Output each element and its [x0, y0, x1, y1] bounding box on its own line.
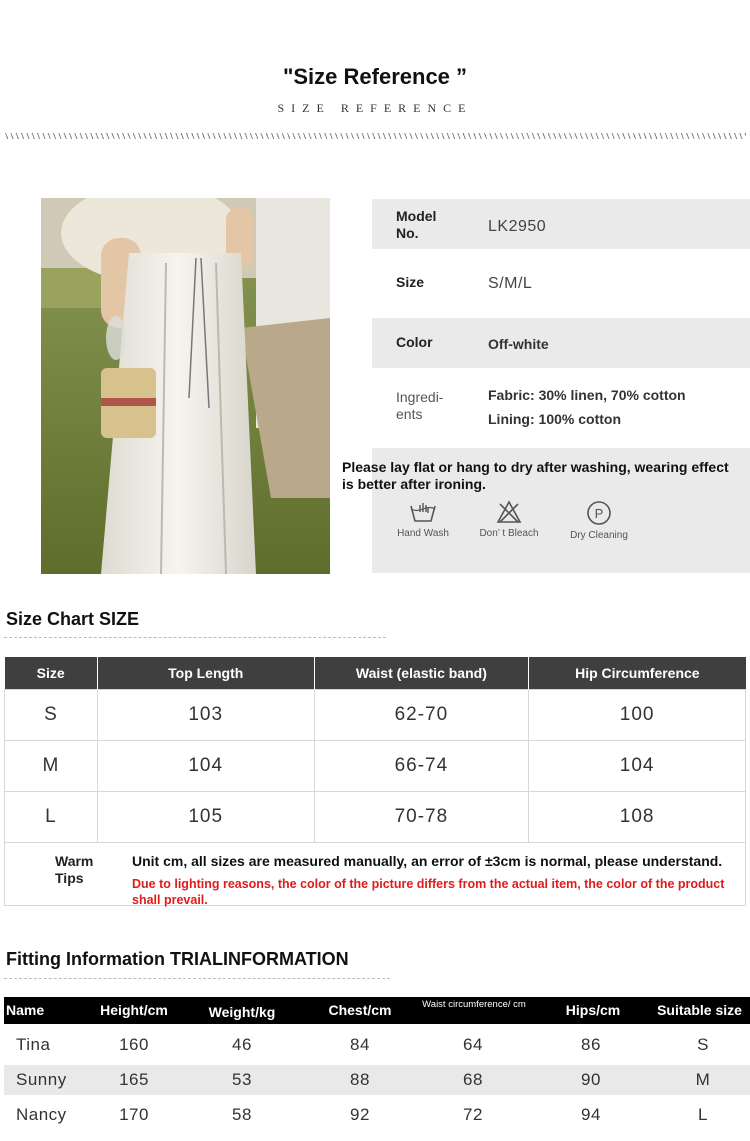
header-height: Height/cm — [100, 1002, 168, 1018]
size-chart-header — [5, 657, 746, 689]
color-disclaimer: Due to lighting reasons, the color of the picture differs from the actual item, the color of the product shall prevail. — [132, 877, 725, 907]
table-row — [5, 689, 746, 740]
cell: 66-74 — [314, 740, 529, 791]
cell: 104 — [529, 740, 746, 791]
cell: 100 — [529, 689, 746, 740]
ingredients-label: Ingredi- ents — [396, 389, 444, 422]
dry-cleaning-label: Dry Cleaning — [570, 530, 628, 541]
size-value: S/M/L — [488, 275, 533, 292]
cell: L — [5, 791, 98, 842]
size-chart-table — [4, 657, 746, 843]
no-bleach-label: Don’ t Bleach — [479, 528, 539, 539]
cell: 70-78 — [314, 791, 529, 842]
cell: L — [698, 1105, 708, 1124]
no-bleach-item — [474, 500, 544, 539]
cell: Sunny — [16, 1070, 67, 1089]
header-top-length: Top Length — [97, 657, 314, 689]
header-chest: Chest/cm — [328, 1002, 392, 1018]
cell: 53 — [232, 1070, 252, 1089]
table-row — [5, 791, 746, 842]
header-size: Size — [5, 657, 98, 689]
ingredients-row — [372, 380, 750, 440]
cell: 88 — [350, 1070, 370, 1089]
cell: Nancy — [16, 1105, 67, 1124]
header-waist-circumference: Waist circumference/ cm — [422, 999, 526, 1010]
model-value: LK2950 — [488, 218, 547, 235]
color-label: Color — [396, 334, 433, 350]
size-row — [372, 258, 750, 308]
model-row — [372, 199, 750, 249]
dry-cleaning-item — [564, 500, 634, 541]
size-label: Size — [396, 274, 425, 290]
cell: Tina — [16, 1035, 51, 1054]
table-row — [4, 1100, 750, 1130]
cell: 72 — [463, 1105, 483, 1124]
cell: 92 — [350, 1105, 370, 1124]
hand-wash-item — [390, 500, 456, 539]
cell: 84 — [350, 1035, 370, 1054]
cell: 104 — [97, 740, 314, 791]
cell: S — [5, 689, 98, 740]
cell: 103 — [97, 689, 314, 740]
svg-text:P: P — [594, 506, 604, 521]
table-row — [5, 740, 746, 791]
model-label: Model No. — [396, 208, 437, 241]
header-name: Name — [6, 1002, 45, 1018]
fitting-header — [4, 997, 750, 1024]
lining-value: Lining: 100% cotton — [488, 411, 621, 427]
fabric-value: Fabric: 30% linen, 70% cotton — [488, 387, 686, 403]
no-bleach-icon — [496, 500, 522, 524]
cell: 108 — [529, 791, 746, 842]
cell: 64 — [463, 1035, 483, 1054]
hand-wash-icon — [408, 500, 438, 524]
color-row — [372, 318, 750, 368]
fitting-title: Fitting Information TRIALINFORMATION — [6, 949, 349, 969]
cell: 58 — [232, 1105, 252, 1124]
header-suitable-size: Suitable size — [657, 1002, 742, 1018]
divider — [4, 637, 386, 638]
page-subtitle: SIZE REFERENCE — [277, 101, 473, 115]
page-title: "Size Reference ” — [282, 64, 468, 89]
cell: M — [5, 740, 98, 791]
cell: 170 — [119, 1105, 149, 1124]
table-row — [4, 1030, 750, 1060]
cell: 94 — [581, 1105, 601, 1124]
cell: 46 — [232, 1035, 252, 1054]
warm-tips-label: Warm Tips — [55, 853, 94, 886]
product-photo — [41, 198, 330, 574]
header-weight: Weight/kg — [208, 1004, 276, 1020]
warm-tips-text: Unit cm, all sizes are measured manually, an error of ±3cm is normal, please understand. — [132, 853, 723, 869]
dry-cleaning-icon — [586, 500, 612, 526]
table-row — [4, 1065, 750, 1095]
cell: 90 — [581, 1070, 601, 1089]
cell: M — [695, 1070, 711, 1089]
color-value: Off-white — [488, 336, 549, 352]
size-chart-title: Size Chart SIZE — [6, 609, 140, 629]
cell: 160 — [119, 1035, 149, 1054]
cell: 165 — [119, 1070, 149, 1089]
header-waist: Waist (elastic band) — [314, 657, 529, 689]
cell: 105 — [97, 791, 314, 842]
cell: 62-70 — [314, 689, 529, 740]
care-instructions: Please lay flat or hang to dry after washing, wearing effect is better after ironing. — [342, 459, 729, 492]
divider — [4, 978, 390, 979]
cell: 68 — [463, 1070, 483, 1089]
decorative-divider — [4, 133, 746, 139]
cell: S — [697, 1035, 709, 1054]
hand-wash-label: Hand Wash — [397, 528, 449, 539]
header-hips: Hips/cm — [565, 1002, 621, 1018]
header-hip: Hip Circumference — [529, 657, 746, 689]
cell: 86 — [581, 1035, 601, 1054]
warm-tips-box — [4, 843, 746, 906]
